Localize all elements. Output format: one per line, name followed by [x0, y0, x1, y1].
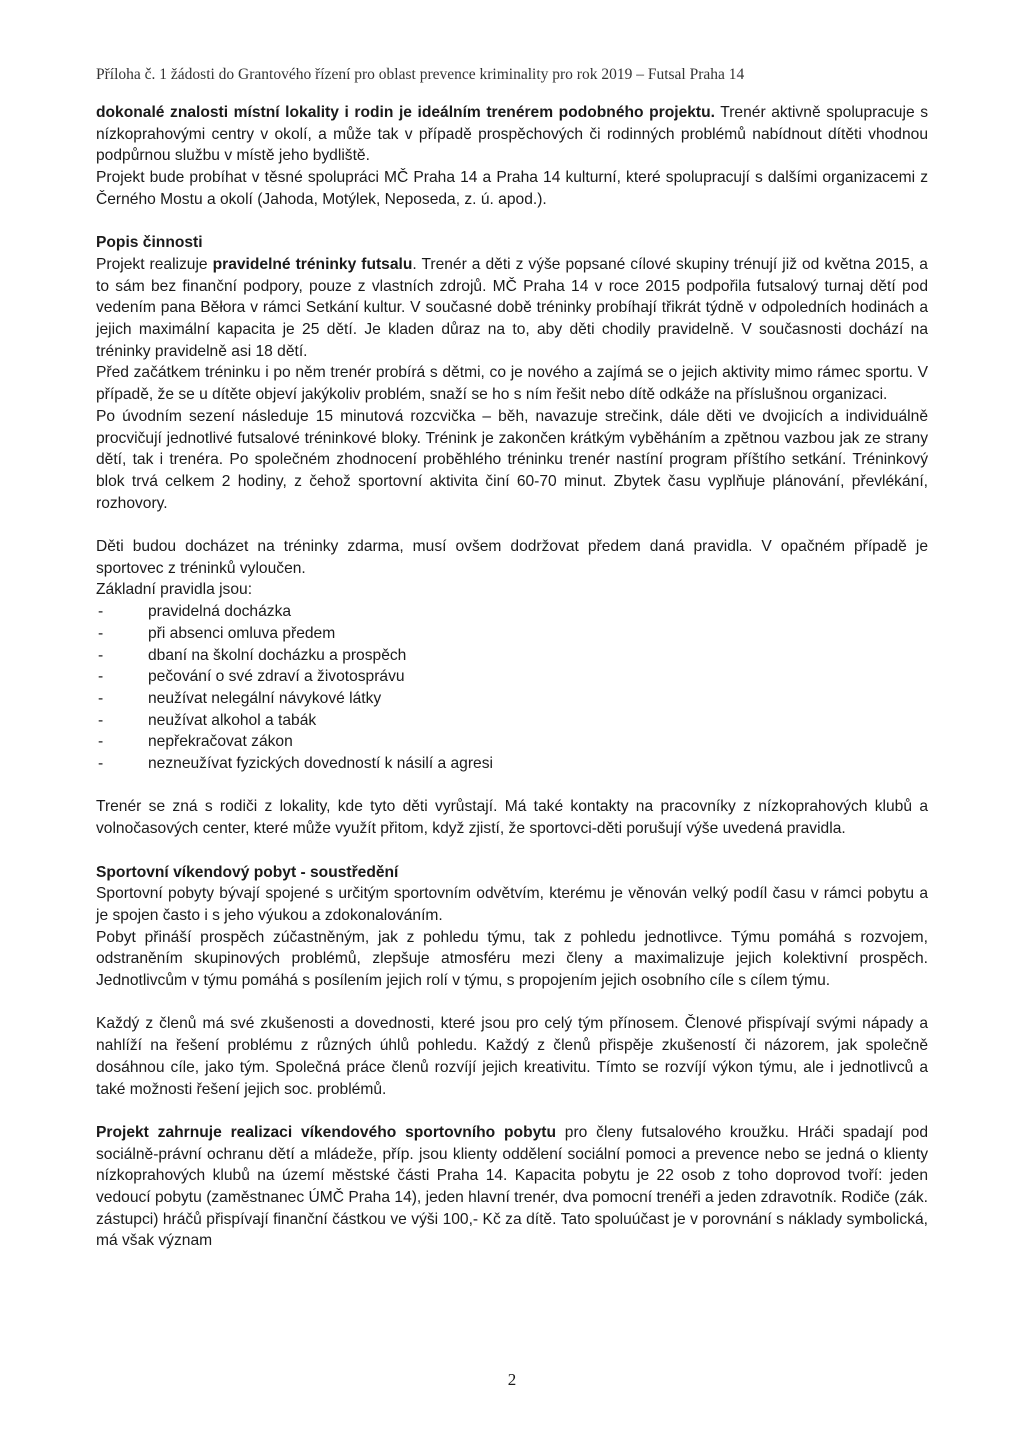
list-item [96, 731, 928, 753]
list-item [96, 666, 928, 688]
list-dash: - [98, 689, 104, 707]
rule-text: nepřekračovat zákon [148, 733, 293, 751]
list-dash: - [98, 668, 104, 686]
list-item [96, 753, 928, 775]
rule-text: nezneužívat fyzických dovedností k násilí a agresi [148, 755, 493, 773]
rules-list [96, 601, 928, 775]
page-number: 2 [507, 1370, 517, 1389]
list-item [96, 623, 928, 645]
rule-text: neužívat alkohol a tabák [148, 711, 317, 729]
zahrnuje-paragraph [96, 1122, 928, 1252]
realizuje-bold: pravidelné tréninky futsalu [212, 255, 413, 273]
zahrnuje-text: pro členy futsalového kroužku. Hráči spadají pod sociálně-právní ochranu dětí a mládeže, příp. jsou klienty oddělení sociální pomoci a prevence nebo se jedná o klienty nízkoprahových klubů na území městské části Praha 14. Kapacita pobytu je 22 osob z toho doprovod tvoří: jeden vedoucí pobytu (zaměstnanec ÚMČ Praha 14), jeden hlavní trenér, dva pomocní trenéři a jeden zdravotník. Rodiče (zák. zástupci) hráčů přispívají finanční částkou ve výši 100,- Kč za dítě. Tato spoluúčast je v porovnání s náklady symbolická, má však význam [96, 1123, 928, 1250]
sport-paragraph-2: Pobyt přináší prospěch zúčastněným, jak z pohledu týmu, tak z pohledu jednotlivce. Týmu pomáhá s rozvojem, odstraněním skupinových problémů, zlepšuje atmosféru mezi členy a maximalizuje jejich kolektivní prospěch. Jednotlivcům v týmu pomáhá s posílením jejich rolí v týmu, s propojením jejich osobního cíle s cílem týmu. [96, 928, 928, 990]
rule-text: dbaní na školní docházku a prospěch [148, 646, 407, 664]
list-item [96, 601, 928, 623]
intro-text: Trenér aktivně spolupracuje s nízkoprahovými centry v okolí, a může tak v případě prospěchových či rodinných problémů nabídnout dítěti vhodnou podpůrnou službu v místě jeho bydliště. [96, 104, 928, 165]
list-dash: - [98, 603, 104, 621]
list-dash: - [98, 624, 104, 642]
intro-paragraph [96, 102, 928, 167]
realizuje-pre: Projekt realizuje [96, 255, 213, 273]
realizuje-post: . Trenér a děti z výše popsané cílové skupiny trénují již od května 2015, a to sám bez finanční podpory, pouze z vlastních zdrojů. MČ Praha 14 v roce 2015 podpořila futsalový turnaj dětí pod vedením pana Běłora v rámci Setkání kultur. V současné době tréninky probíhají třikrát týdně v odpoledních hodinách a jejich maximální kapacita je 25 dětí. Je kladen důraz na to, aby děti chodily pravidelně. V současnosti dochází na tréninky pravidelně asi 18 dětí. [96, 255, 928, 360]
list-item [96, 645, 928, 667]
page-header: Příloha č. 1 žádosti do Grantového řízení pro oblast prevence kriminality pro rok 2019 – Futsal Praha 14 [96, 66, 745, 83]
rule-text: pečování o své zdraví a životosprávu [148, 668, 405, 686]
po-paragraph: Po úvodním sezení následuje 15 minutová rozcvička – běh, navazuje strečink, dále děti ve dvojicích a individuálně procvičují jednotlivé futsalové tréninkové bloky. Trénink je zakončen krátkým vyběháním a zpětnou vazbou jak ze strany dětí, tak i trenéra. Po společném zhodnocení proběhlého tréninku trenér nastíní program příštího setkání. Tréninkový blok trvá celkem 2 hodiny, z čehož sportovní aktivita činí 60-70 minut. Zbytek času vyplňuje plánování, převlékání, rozhovory. [96, 407, 928, 512]
list-item [96, 710, 928, 732]
realizuje-paragraph [96, 254, 928, 363]
rule-text: při absenci omluva předem [148, 624, 336, 642]
rules-title: Základní pravidla jsou: [96, 581, 253, 599]
rule-text: neužívat nelegální návykové látky [148, 689, 382, 707]
intro-bold: dokonalé znalosti místní lokality i rodin je ideálním trenérem podobného projektu. [96, 104, 715, 121]
sport-paragraph-1: Sportovní pobyty bývají spojené s určitým sportovním odvětvím, kterému je věnován velký podíl času v rámci pobytu a je spojen často i s jeho výukou a zdokonalováním. [96, 885, 928, 924]
list-dash: - [98, 646, 104, 664]
list-dash: - [98, 755, 104, 773]
trener-paragraph: Trenér se zná s rodiči z lokality, kde tyto děti vyrůstají. Má také kontakty na pracovníky z nízkoprahových klubů a volnočasových center, které může využít přitom, když zjistí, že sportovci-děti porušují výše uvedená pravidla. [96, 798, 928, 838]
pred-paragraph: Před začátkem tréninku i po něm trenér probírá s dětmi, co je nového a zajímá se o jejich aktivity mimo rámec sportu. V případě, že se u dítěte objeví jakýkoliv problém, snaží se ho s ním řešit nebo dítě odkáže na příslušnou organizaci. [96, 364, 928, 404]
section-heading-sport: Sportovní víkendový pobyt - soustředění [96, 863, 399, 881]
zahrnuje-bold: Projekt zahrnuje realizaci víkendového sportovního pobytu [96, 1123, 556, 1141]
document-body [96, 102, 928, 1252]
section-heading-popis: Popis činnosti [96, 234, 203, 252]
kazdy-paragraph: Každý z členů má své zkušenosti a dovednosti, které jsou pro celý tým přínosem. Členové přispívají svými nápady a nahlíží na řešení problému z různých úhlů pohledu. Každý z členů přispěje zkušeností či názorem, jak společně dosáhnou cíle, jako tým. Společná práce členů rozvíjí jejich kreativitu. Tímto se rozvíjí výkon týmu, ale i jednotlivců a také možnosti řešení jejich soc. problémů. [96, 1015, 928, 1098]
deti-paragraph: Děti budou docházet na tréninky zdarma, musí ovšem dodržovat předem daná pravidla. V opačném případě je sportovec z tréninků vyloučen. [96, 538, 928, 577]
project-paragraph: Projekt bude probíhat v těsné spolupráci MČ Praha 14 a Praha 14 kulturní, které spolupracují s dalšími organizacemi z Černého Mostu a okolí (Jahoda, Motýlek, Neposeda, z. ú. apod.). [96, 169, 928, 208]
rule-text: pravidelná docházka [148, 603, 292, 621]
list-item [96, 688, 928, 710]
list-dash: - [98, 711, 104, 729]
list-dash: - [98, 733, 104, 751]
